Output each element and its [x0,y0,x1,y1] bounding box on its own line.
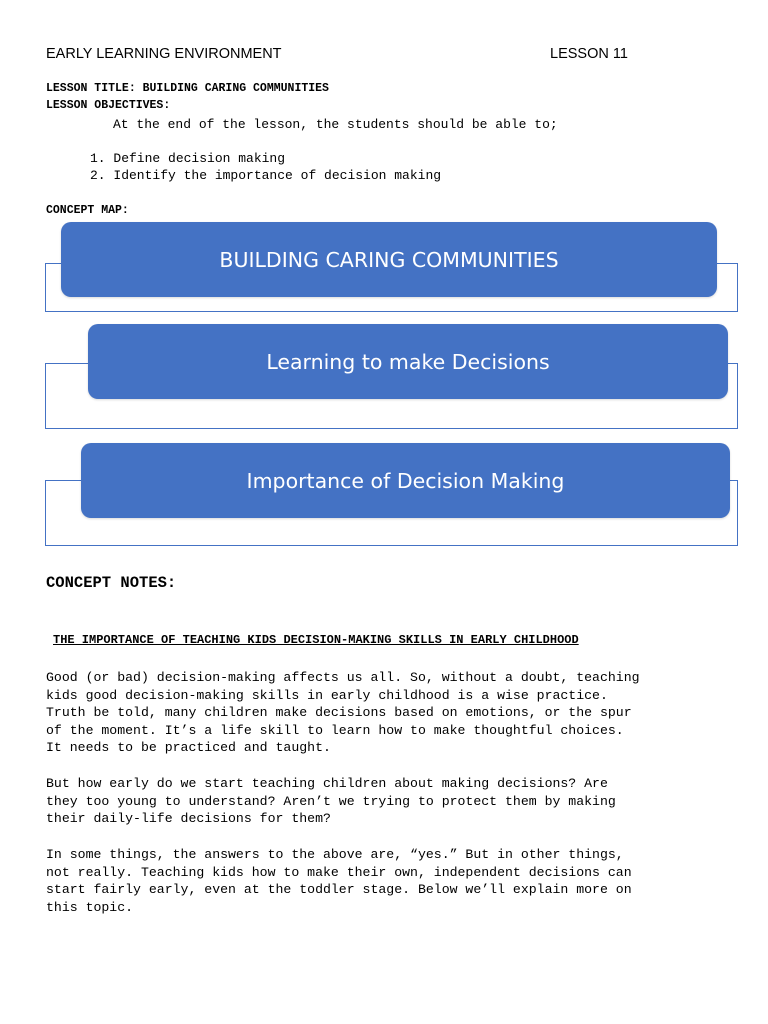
article-paragraph: But how early do we start teaching children about making decisions? Are they too young to understand? Aren’t we trying to protect them by making their daily-life decisions for them? [46,776,616,826]
article-paragraph: In some things, the answers to the above are, “yes.” But in other things, not really. Teaching kids how to make their own, independent decisions can start fairly early, even at the toddler stage. Below we’ll explain more on this topic. [46,847,632,915]
objective-item-text: Define decision making [113,151,286,166]
article-paragraph: Good (or bad) decision-making affects us all. So, without a doubt, teaching kids good decision-making skills in early childhood is a wise practice. Truth be told, many children make decisions based on emotions, or the spur of the moment. It’s a life skill to learn how to make thoughtful choices. It needs to be practiced and taught. [46,670,640,755]
objectives-intro: At the end of the lesson, the students should be able to; [113,117,558,132]
concept-box-main: BUILDING CARING COMMUNITIES [61,222,717,297]
lesson-title: LESSON TITLE: BUILDING CARING COMMUNITIES [46,82,329,95]
concept-notes-heading: CONCEPT NOTES: [46,574,177,592]
objective-item: 2. Identify the importance of decision making [90,168,442,183]
objective-item-text: Identify the importance of decision making [113,168,442,183]
objectives-label: LESSON OBJECTIVES: [46,99,171,112]
course-title: EARLY LEARNING ENVIRONMENT [46,46,282,62]
concept-map-label: CONCEPT MAP: [46,204,129,217]
objective-item: 1. Define decision making [90,151,286,166]
concept-box-decisions: Learning to make Decisions [88,324,728,399]
lesson-number: LESSON 11 [550,46,628,62]
concept-box-importance: Importance of Decision Making [81,443,730,518]
article-title: THE IMPORTANCE OF TEACHING KIDS DECISION-MAKING SKILLS IN EARLY CHILDHOOD [53,633,579,647]
